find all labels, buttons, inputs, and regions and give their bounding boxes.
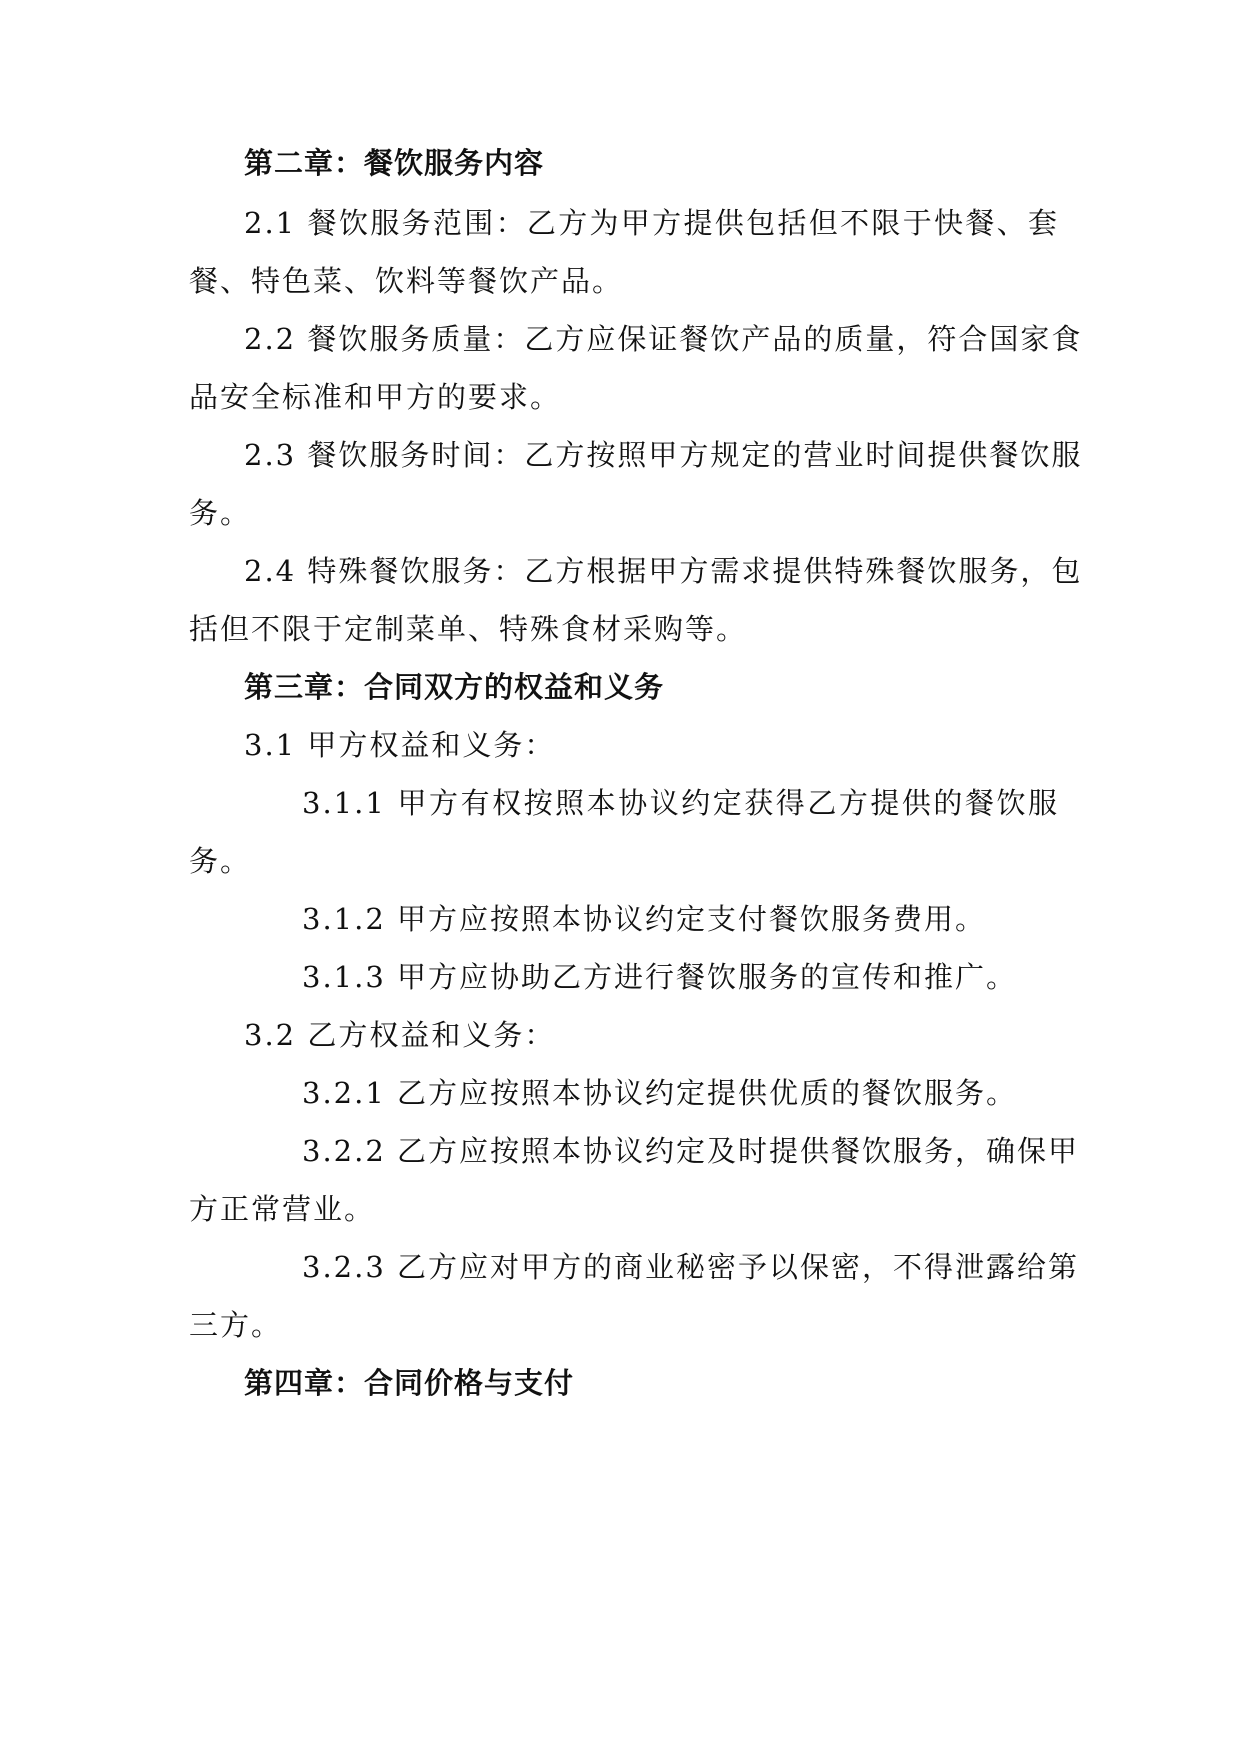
clause-3-2-1: 3.2.1 乙方应按照本协议约定提供优质的餐饮服务。 [302, 1076, 1018, 1110]
clause-2-1-line-1: 2.1 餐饮服务范围：乙方为甲方提供包括但不限于快餐、套 [244, 206, 1059, 240]
clause-3-1-label: 3.1 甲方权益和义务： [244, 728, 556, 762]
clause-2-2-line-1: 2.2 餐饮服务质量：乙方应保证餐饮产品的质量，符合国家食 [244, 322, 1083, 356]
clause-3-2-2-line-1: 3.2.2 乙方应按照本协议约定及时提供餐饮服务，确保甲 [302, 1134, 1080, 1168]
clause-3-2-label: 3.2 乙方权益和义务： [244, 1018, 556, 1052]
clause-2-4-line-1: 2.4 特殊餐饮服务：乙方根据甲方需求提供特殊餐饮服务，包 [244, 554, 1083, 588]
chapter-2-title: 第二章：餐饮服务内容 [244, 146, 545, 180]
clause-3-1-3: 3.1.3 甲方应协助乙方进行餐饮服务的宣传和推广。 [302, 960, 1018, 994]
clause-3-2-3-line-2: 三方。 [189, 1308, 283, 1342]
clause-3-1-1-line-2: 务。 [189, 844, 252, 878]
clause-3-2-3-line-1: 3.2.3 乙方应对甲方的商业秘密予以保密，不得泄露给第 [302, 1250, 1080, 1284]
clause-3-2-2-line-2: 方正常营业。 [189, 1192, 376, 1226]
chapter-4-title: 第四章：合同价格与支付 [244, 1366, 575, 1400]
clause-2-1-line-2: 餐、特色菜、饮料等餐饮产品。 [189, 264, 624, 298]
clause-3-1-2: 3.1.2 甲方应按照本协议约定支付餐饮服务费用。 [302, 902, 987, 936]
clause-3-1-1-line-1: 3.1.1 甲方有权按照本协议约定获得乙方提供的餐饮服 [302, 786, 1059, 820]
chapter-3-title: 第三章：合同双方的权益和义务 [244, 670, 665, 704]
clause-2-3-line-2: 务。 [189, 496, 252, 530]
clause-2-4-line-2: 括但不限于定制菜单、特殊食材采购等。 [189, 612, 748, 646]
clause-2-2-line-2: 品安全标准和甲方的要求。 [189, 380, 562, 414]
clause-2-3-line-1: 2.3 餐饮服务时间：乙方按照甲方规定的营业时间提供餐饮服 [244, 438, 1083, 472]
